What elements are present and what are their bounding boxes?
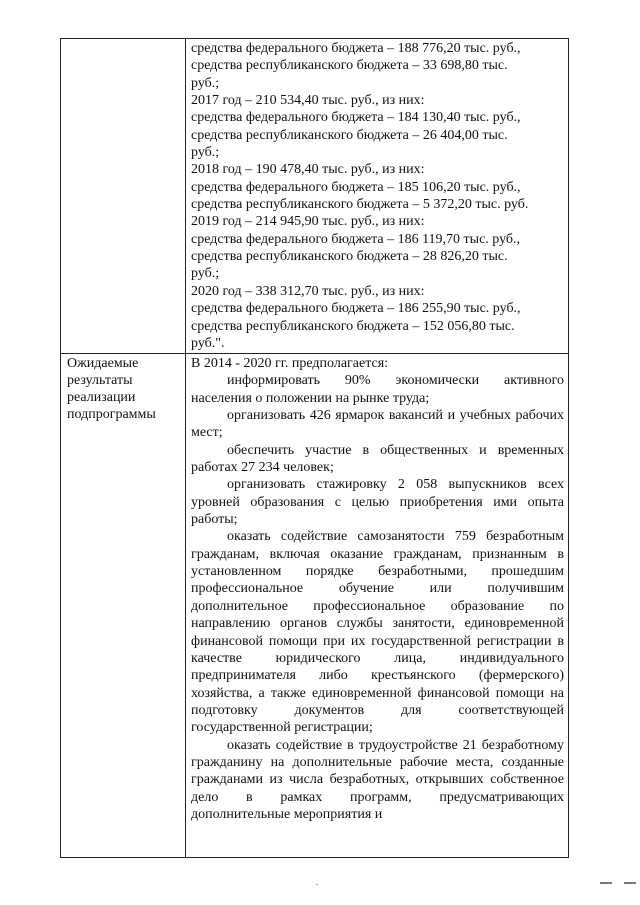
budget-line: средства федерального бюджета – 188 776,20 тыс. руб., (191, 41, 521, 56)
result-item: оказать содействие самозанятости 759 безработным гражданам, включая оказание гражданам, признанным в установленном порядке безработными, прошедшим профессиональное обучение или получившим дополнительное профессиональное образование по направлению органов службы занятости, единовременной финансовой помощи при их государственной регистрации в качестве юридического лица, индивидуального предпринимателя либо крестьянского (фермерского) хозяйства, а также единовременной финансовой помощи на подготовку документов для соответствующей государственной регистрации; (191, 529, 564, 736)
budget-line: средства федерального бюджета – 185 106,20 тыс. руб., (191, 179, 521, 195)
scan-mark (600, 882, 612, 884)
budget-line: средства федерального бюджета – 186 255,90 тыс. руб., (191, 301, 521, 317)
result-item: оказать содействие в трудоустройстве 21 безработному гражданину на дополнительные рабочие места, созданные гражданами из числа безработных, открывших собственное дело в рамках программ, предусматривающих дополнительные мероприятия и (191, 737, 564, 822)
result-item: организовать 426 ярмарок вакансий и учебных рабочих мест; (191, 408, 564, 441)
result-item: обеспечить участие в общественных и временных работах 27 234 человек; (191, 442, 564, 476)
result-item: организовать стажировку 2 058 выпускников всех уровней образования с целью приобретения ими опыта работы; (191, 477, 564, 528)
column-divider (185, 39, 186, 857)
budget-year-line: 2020 год – 338 312,70 тыс. руб., из них: (191, 283, 425, 299)
subprogram-passport-table (60, 38, 569, 858)
budget-line: средства республиканского бюджета – 152 056,80 тыс. (191, 318, 515, 334)
row-divider (61, 353, 568, 354)
budget-year-line: 2018 год – 190 478,40 тыс. руб., из них: (191, 162, 425, 178)
results-cell (191, 355, 564, 823)
budget-line: средства республиканского бюджета – 5 372,20 тыс. руб. (191, 197, 529, 213)
budget-line: средства республиканского бюджета – 33 698,80 тыс. (191, 58, 508, 74)
budget-line: руб.; (191, 75, 220, 91)
budget-line: средства федерального бюджета – 184 130,40 тыс. руб., (191, 110, 521, 126)
budget-line: средства федерального бюджета – 186 119,70 тыс. руб., (191, 231, 521, 247)
budget-line: руб.". (191, 335, 225, 351)
results-label: Ожидаемые результаты реализации подпрограммы (67, 356, 156, 422)
budget-line: средства республиканского бюджета – 26 404,00 тыс. (191, 127, 508, 143)
scan-mark (624, 882, 636, 884)
budget-line: средства республиканского бюджета – 28 826,20 тыс. (191, 249, 508, 265)
budget-year-line: 2019 год – 214 945,90 тыс. руб., из них: (191, 214, 425, 230)
budget-line: руб.; (191, 145, 220, 161)
scan-mark (316, 884, 318, 885)
budget-year-line: 2017 год – 210 534,40 тыс. руб., из них: (191, 93, 425, 109)
funding-cell (191, 40, 564, 352)
results-intro: В 2014 - 2020 гг. предполагается: (191, 356, 389, 371)
budget-line: руб.; (191, 266, 220, 282)
result-item: информировать 90% экономически активного населения о положении на рынке труда; (191, 373, 564, 406)
